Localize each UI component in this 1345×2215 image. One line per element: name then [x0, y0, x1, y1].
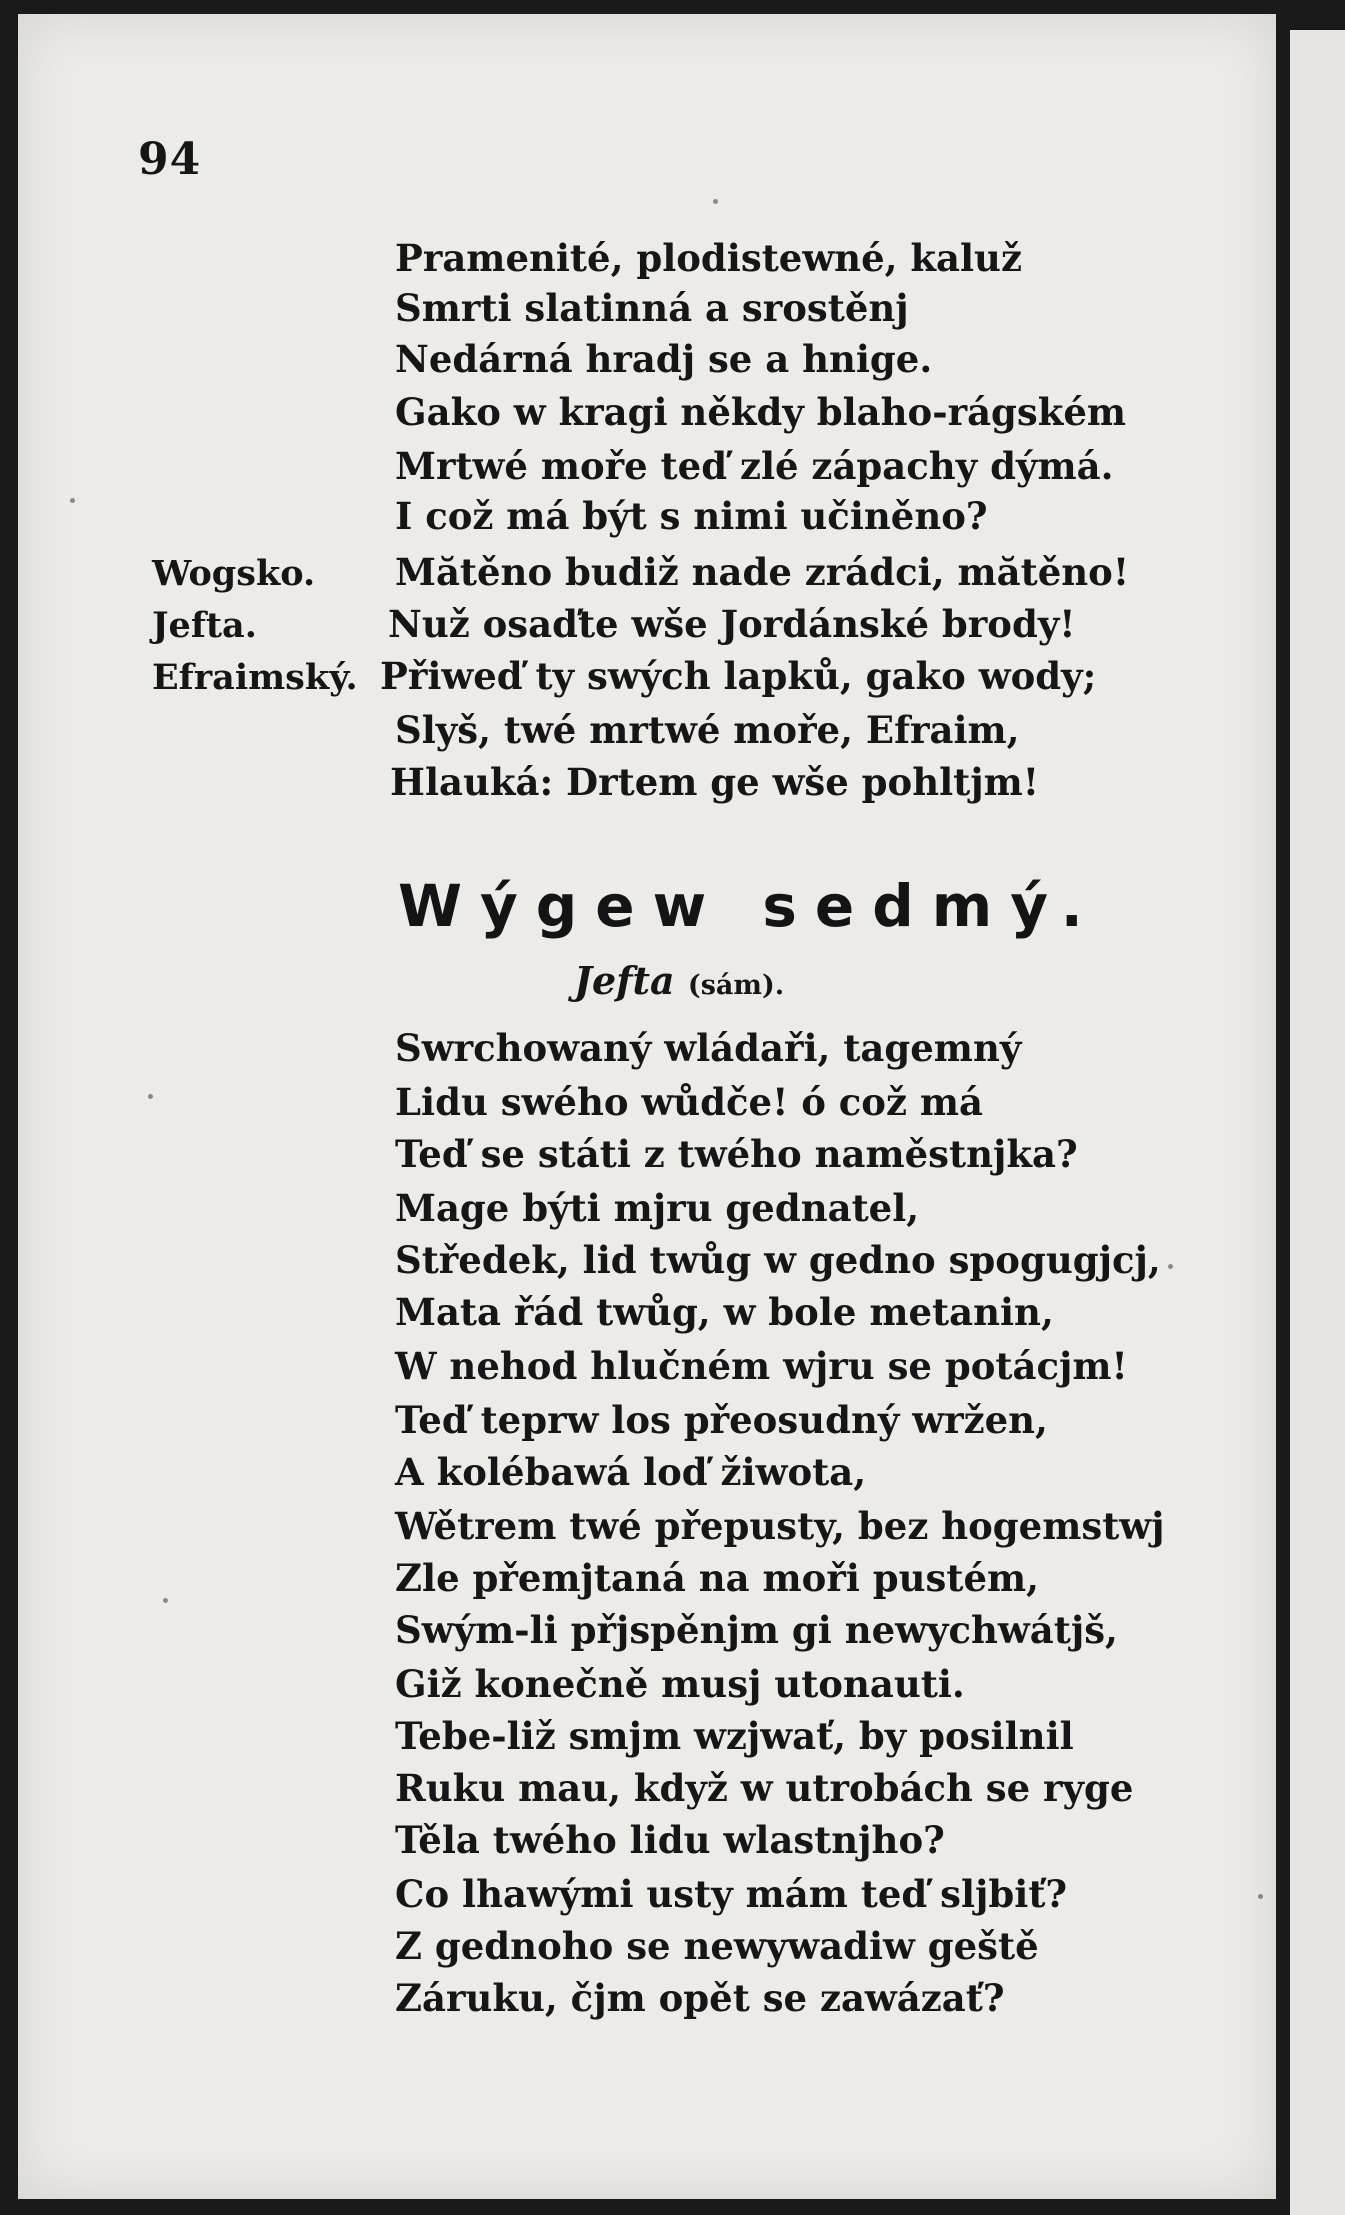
ink-speck: [1168, 1264, 1173, 1269]
verse-line: I což má být s nimi učiněno?: [395, 494, 988, 538]
verse-line: Tebe-liž smjm wzjwať, by posilnil: [395, 1714, 1074, 1758]
verse-line: Slyš, twé mrtwé moře, Efraim,: [395, 708, 1020, 752]
speaker-label: Jefta.: [152, 605, 257, 646]
ink-speck: [713, 199, 718, 204]
scene-heading: Wýgew sedmý.: [398, 872, 1101, 940]
verse-line: Wětrem twé přepusty, bez hogemstwj: [395, 1504, 1165, 1548]
verse-line: Swrchowaný wládaři, tagemný: [395, 1026, 1022, 1070]
adjacent-page-edge: [1290, 30, 1345, 2215]
verse-line: Pramenité, plodistewné, kaluž: [395, 236, 1022, 280]
verse-line: W nehod hlučném wjru se potácjm!: [395, 1344, 1128, 1388]
verse-line: Středek, lid twůg w gedno spogugjcj,: [395, 1238, 1161, 1282]
stage-character: Jefta: [574, 958, 675, 1003]
verse-line: Teď teprw los přeosudný wržen,: [395, 1398, 1048, 1442]
stage-direction: [574, 958, 784, 1003]
verse-line: Těla twého lidu wlastnjho?: [395, 1818, 945, 1862]
verse-line: Teď se státi z twého naměstnjka?: [395, 1132, 1078, 1176]
speaker-label: Efraimský.: [152, 657, 358, 698]
verse-line: Ruku mau, když w utrobách se ryge: [395, 1766, 1134, 1810]
verse-line: Záruku, čjm opět se zawázať?: [395, 1976, 1005, 2020]
verse-line: A kolébawá loď žiwota,: [395, 1450, 867, 1494]
verse-line: Mătěno budiž nade zrádci, mătěno!: [395, 550, 1130, 594]
ink-speck: [1258, 1894, 1263, 1899]
verse-line: Mage býti mjru gednatel,: [395, 1186, 920, 1230]
verse-line: Zle přemjtaná na moři pustém,: [395, 1556, 1040, 1600]
ink-speck: [148, 1094, 153, 1099]
verse-line: Nuž osaďte wše Jordánské brody!: [388, 602, 1076, 646]
verse-line: Přiweď ty swých lapků, gako wody;: [380, 654, 1097, 698]
verse-line: Smrti slatinná a srostěnj: [395, 286, 909, 330]
ink-speck: [70, 498, 75, 503]
speaker-label: Wogsko.: [152, 553, 316, 594]
book-page: [18, 14, 1276, 2199]
verse-line: Z gednoho se newywadiw geště: [395, 1924, 1039, 1968]
verse-line: Mrtwé moře teď zlé zápachy dýmá.: [395, 444, 1114, 488]
ink-speck: [163, 1598, 168, 1603]
verse-line: Swým-li přjspěnjm gi newychwátjš,: [395, 1608, 1118, 1652]
verse-line: Lidu swého wůdče! ó což má: [395, 1080, 984, 1124]
page-number: 94: [138, 134, 202, 185]
verse-line: Co lhawými usty mám teď sljbiť?: [395, 1872, 1068, 1916]
stage-note: (sám).: [687, 970, 785, 1001]
verse-line: Gako w kragi někdy blaho-rágském: [395, 390, 1127, 434]
verse-line: Nedárná hradj se a hnige.: [395, 337, 933, 381]
verse-line: Giž konečně musj utonauti.: [395, 1662, 965, 1706]
verse-line: Hlauká: Drtem ge wše pohltjm!: [390, 760, 1040, 804]
verse-line: Mata řád twůg, w bole metanin,: [395, 1290, 1054, 1334]
